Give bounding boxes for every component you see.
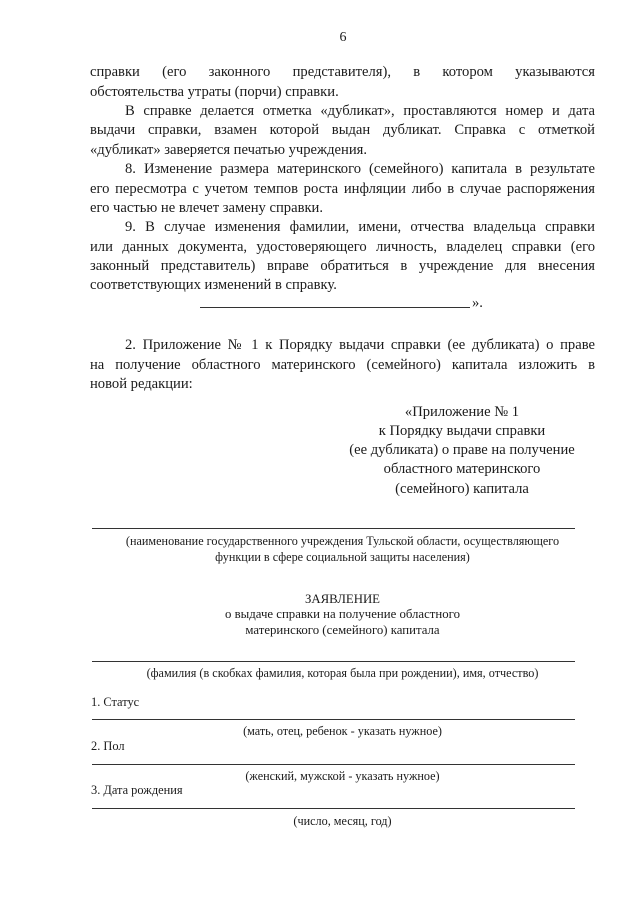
paragraph-line: его пересмотра с учетом темпов роста инфляции либо в случае распоряжения	[90, 181, 595, 197]
sex-field-label: 2. Пол	[91, 739, 125, 753]
paragraph-line: соответствующих изменений в справку.	[90, 277, 337, 293]
appendix-heading-line: (ее дубликата) о праве на получение	[349, 442, 575, 458]
closing-quote: ».	[472, 295, 483, 311]
paragraph-line: или данных документа, удостоверяющего личность, владелец справки (его	[90, 239, 595, 255]
amendment-line: новой редакции:	[90, 376, 193, 392]
paragraph-line: законный представитель) вправе обратиться в учреждение для внесения	[90, 258, 595, 274]
application-title: ЗАЯВЛЕНИЕ	[304, 592, 381, 606]
status-blank-line	[92, 719, 575, 720]
closing-separator-line	[200, 307, 470, 308]
paragraph-line: 9. В случае изменения фамилии, имени, отчества владельца справки	[125, 219, 595, 235]
paragraph-line: «дубликат» заверяется печатью учреждения.	[90, 142, 368, 158]
paragraph-line: его частью не влечет замену справки.	[90, 200, 324, 216]
sex-blank-line	[92, 764, 575, 765]
sex-hint: (женский, мужской - указать нужное)	[245, 769, 440, 783]
birthdate-blank-line	[92, 808, 575, 809]
paragraph-line: 8. Изменение размера материнского (семейного) капитала в результате	[125, 161, 595, 177]
institution-caption: функции в сфере социальной защиты населения)	[215, 550, 470, 564]
amendment-line: 2. Приложение № 1 к Порядку выдачи справки (ее дубликата) о праве	[125, 337, 595, 353]
page-number: 6	[339, 30, 347, 45]
paragraph-line: выдачи справки, взамен которой выдан дубликат. Справка с отметкой	[90, 122, 595, 138]
name-blank-line	[92, 661, 575, 662]
appendix-heading-line: к Порядку выдачи справки	[378, 423, 546, 439]
appendix-heading-line: «Приложение № 1	[404, 404, 520, 420]
birthdate-field-label: 3. Дата рождения	[91, 783, 183, 797]
paragraph-line: справки (его законного представителя), в котором указываются	[90, 64, 595, 80]
institution-caption: (наименование государственного учреждения Тульской области, осуществляющего	[125, 534, 560, 548]
amendment-line: на получение областного материнского (семейного) капитала изложить в	[90, 357, 595, 373]
application-subtitle: о выдаче справки на получение областного	[225, 607, 460, 621]
paragraph-line: В справке делается отметка «дубликат», проставляются номер и дата	[125, 103, 595, 119]
appendix-heading-line: областного материнского	[383, 461, 541, 477]
paragraph-line: обстоятельства утраты (порчи) справки.	[90, 84, 339, 100]
appendix-heading-line: (семейного) капитала	[395, 481, 529, 497]
status-field-label: 1. Статус	[91, 695, 140, 709]
birthdate-hint: (число, месяц, год)	[293, 814, 392, 828]
status-hint: (мать, отец, ребенок - указать нужное)	[243, 724, 442, 738]
institution-blank-line	[92, 528, 575, 529]
name-caption: (фамилия (в скобках фамилия, которая была при рождении), имя, отчество)	[146, 666, 539, 680]
application-subtitle: материнского (семейного) капитала	[245, 623, 440, 637]
